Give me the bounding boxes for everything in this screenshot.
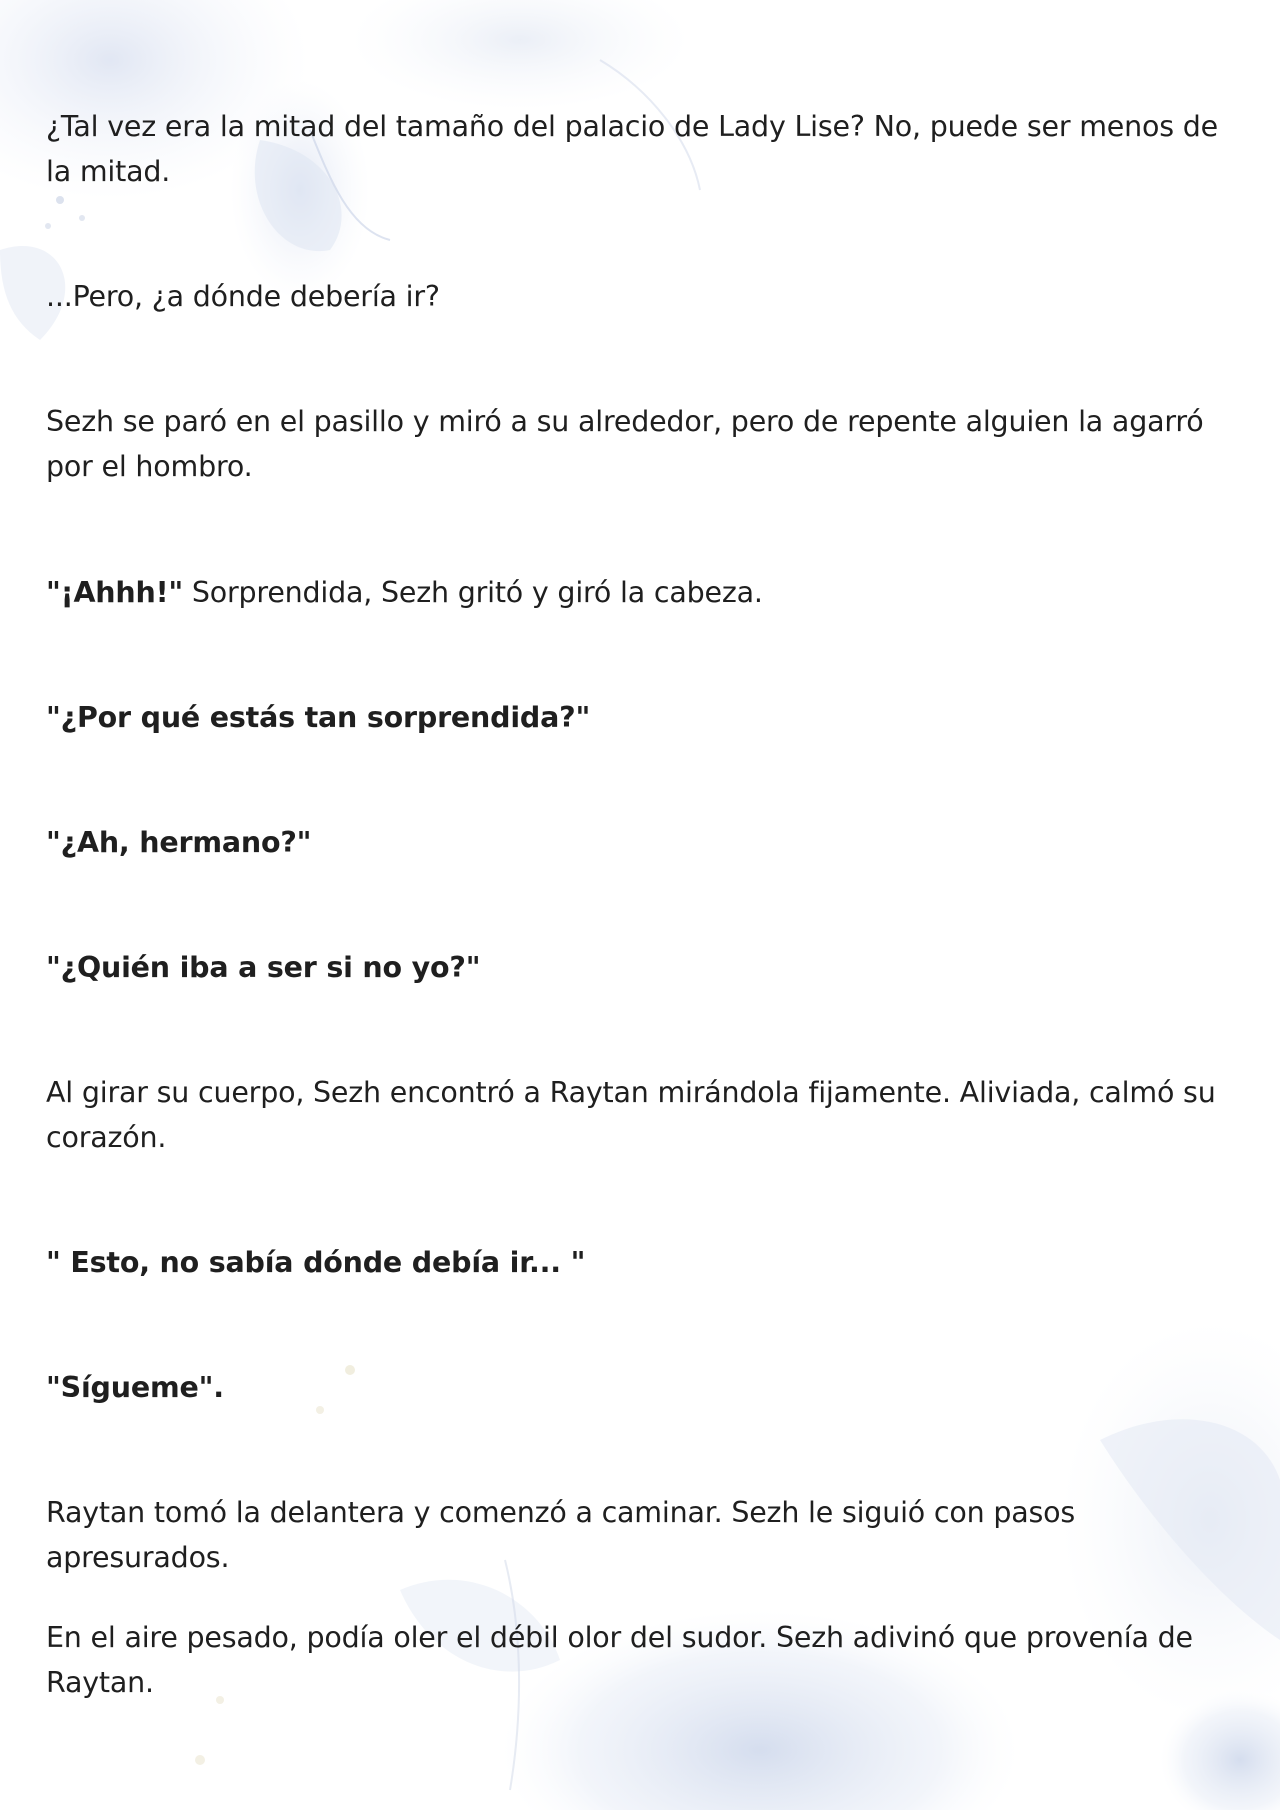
dialogue-bold: "¡Ahhh!" [46, 576, 184, 609]
paragraph-4 [46, 570, 1246, 615]
paragraph-6 [46, 820, 1246, 865]
dialogue-bold: "Sígueme". [46, 1371, 224, 1404]
dialogue-bold: "¿Por qué estás tan sorprendida?" [46, 701, 591, 734]
narration-text: Sorprendida, Sezh gritó y giró la cabeza. [183, 576, 763, 609]
dialogue-bold: " Esto, no sabía dónde debía ir... " [46, 1246, 586, 1279]
paragraph-12: En el aire pesado, podía oler el débil olor del sudor. Sezh adivinó que provenía de Raytan. [46, 1621, 1193, 1699]
paragraph-10 [46, 1365, 1246, 1410]
paragraph-5 [46, 695, 1246, 740]
document-page [46, 0, 1246, 1810]
paragraph-8: Al girar su cuerpo, Sezh encontró a Raytan mirándola fijamente. Aliviada, calmó su corazón. [46, 1076, 1216, 1154]
paragraph-1: ¿Tal vez era la mitad del tamaño del palacio de Lady Lise? No, puede ser menos de la mitad. [46, 110, 1218, 188]
dialogue-bold: "¿Ah, hermano?" [46, 826, 312, 859]
paragraph-11: Raytan tomó la delantera y comenzó a caminar. Sezh le siguió con pasos apresurados. [46, 1496, 1076, 1574]
paragraph-3: Sezh se paró en el pasillo y miró a su alrededor, pero de repente alguien la agarró por el hombro. [46, 405, 1204, 483]
dialogue-bold: "¿Quién iba a ser si no yo?" [46, 951, 481, 984]
paragraph-9 [46, 1240, 1246, 1285]
paragraph-2: ...Pero, ¿a dónde debería ir? [46, 280, 440, 313]
paragraph-7 [46, 945, 1246, 990]
